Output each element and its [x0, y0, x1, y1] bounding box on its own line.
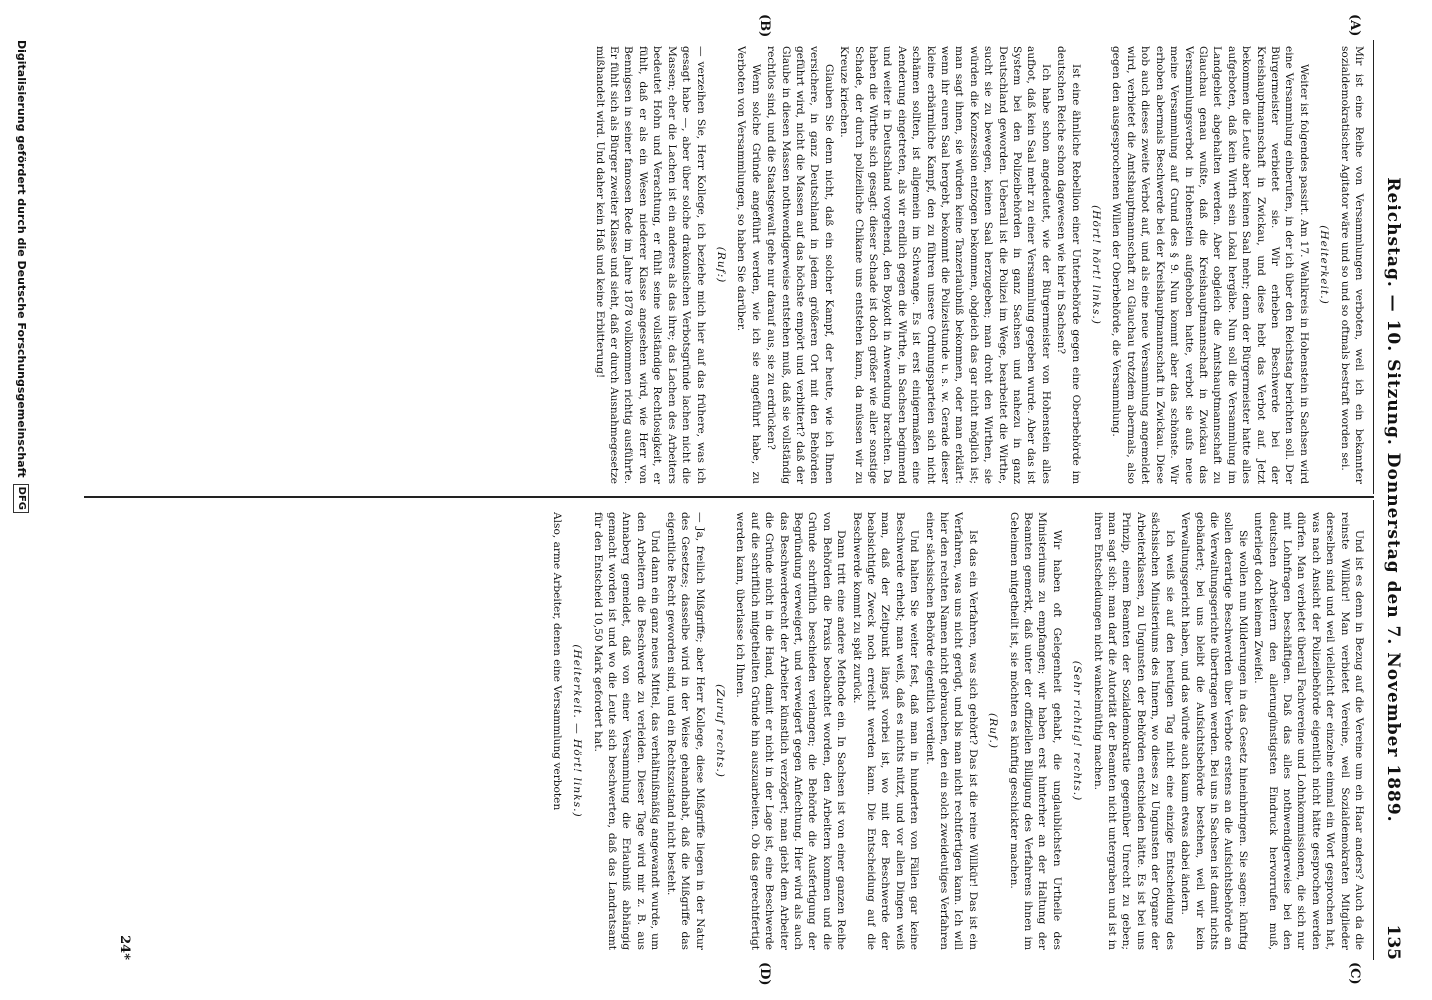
paragraph: Ist das ein Verfahren, was sich gehört? Das ist die reine Willkür! Das ist ein Verfahren, was uns nicht gerügt, und bis man nicht rechtfertigen kann. Ich will hier den rechten Namen nicht gebrauchen, den ein solch zweideutiges Verfahren einer sächsischen Behörde eigentlich verdient. [923, 512, 979, 950]
footer-text: Digitalisierung gefördert durch die Deutsche Forschungsgemeinschaft [15, 40, 28, 478]
paragraph: Also, arme Arbeiter, denen eine Versammlung verboten [550, 512, 563, 811]
page-number: 135 [1383, 924, 1403, 960]
paragraph: Mir ist eine Reihe von Versammlungen verboten, weil ich ein bekannter sozialdemokratischer Agitator wäre und so und so oftmals bestraft worden sei. [1338, 46, 1365, 484]
interjection: (Heiterkeit. — Hört! links.) [571, 644, 584, 818]
paragraph: Und dann ein ganz neues Mittel, das verhältnißmäßig angewandt wurde, um den Arbeitern die Beschwerde zu verleiden. Dieser Tage wird mir z. B. aus Annaberg gemeldet, daß von einer Versammlung die Erlaubniß abhängig gemacht worden ist und wo die Leute sich beschwerten, daß das Landratsamt für den Entscheid 10,50 Mark gefordert hat. [591, 512, 662, 950]
interjection: (Heiterkeit.) [1318, 225, 1331, 305]
margin-marker-b: (B) [757, 14, 772, 38]
paragraph: Und ist es denn in Bezug auf die Vereine um ein Haar anders? Auch da die reinste Willkür! Man verbietet Vereine, weil Sozialdemokraten Mitglieder derselben sind und weil vielleicht der einzelne einmal ein Wort gesprochen hat, was nach Ansicht der Polizeibehörde eigentlich nicht hätte gesprochen werden dürfen. Man verbietet überall Fachvereine und Lohnkommissionen, die sich nur mit Lohnfragen beschäftigen. Daß das alles nothwendigerweise bei den deutschen Arbeitern den allerungünstigsten Eindruck hervorrufen muß, unterliegt doch keinem Zweifel. [1252, 512, 1365, 950]
interjection: (Ruf:) [714, 246, 727, 284]
interjection: (Ruf.) [987, 713, 1000, 749]
left-column [141, 46, 1366, 484]
paragraph: — Ja, freilich Mißgriffe; aber Herr Kollege, diese Mißgriffe liegen in der Natur des Gesetzes; dasselbe wird in der Weise gehandhabt, daß die Mißgriffe das eigentliche Recht geworden sind, und ein Rechtszustand nicht besteht. [664, 512, 706, 950]
running-title: Reichstag. — 10. Sitzung. Donnerstag den 7. November 1889. [1383, 177, 1403, 823]
paragraph: Glauben Sie denn nicht, daß ein solcher Kampf, der heute, wie ich Ihnen versichere, in ganz Deutschland in jedem größeren Ort mit den Behörden geführt wird, nicht die Massen auf das höchste empört und verbittert? daß der Glaube in diesen Massen nothwendigerweise entstehen muß, daß sie vollständig rechtlos sind, und die Staatsgewalt gehe nur darauf aus, sie zu erdrücken? [765, 46, 835, 484]
paragraph: — verzeihen Sie, Herr Kollege, ich beziehe mich hier auf das frühere, was ich gesagt habe —, aber über solche drakonischen Verbotsgründe lachen nicht die Massen; eher die Lachen ist ein anderes als das ihre; das Lachen des Arbeiters bedeutet Hohn und Verachtung, er fühlt seine vollständige Rechtlosigkeit, er fühlt, daß er als ein Wesen niederer Klasse angesehen wird, wie Herr von Bennigsen in seiner famosen Rede im Jahre 1878 vollkommen richtig ausführte. Er fühlt sich als Bürger zweiter Klasse und sieht, daß er durch Ausnahmegesetze mißhandelt wird. Und daher kein Haß und keine Erbitterung! [593, 46, 707, 484]
paragraph: Wenn solche Gründe angeführt werden, wie ich sie angeführt habe, zu Verboten von Versammlungen, so haben Sie darüber. [735, 46, 762, 484]
header-rule-right [1373, 500, 1374, 960]
column-divider [84, 496, 1374, 498]
page-header [1376, 40, 1410, 960]
interjection: (Hört! hört! links.) [1090, 205, 1103, 325]
digitization-footer [10, 40, 32, 960]
dfg-logo-icon: DFG [13, 484, 29, 513]
paragraph: Ist eine ähnliche Rebellion einer Unterbehörde gegen eine Oberbehörde im deutschen Reiche schon dagewesen wie hier in Sachsen? [1055, 46, 1082, 484]
paragraph: Ich weiß sie auf den heutigen Tag nicht eine einzige Entscheidung des sächsischen Ministeriums des Innern, wo dieses zu Ungunsten der Organe der Arbeiterklassen, zu Ungunsten der Behörden entschieden hätte. Es ist bei uns Prinzip, einem Beamten der Sozialdemokratie gegenüber Unrecht zu geben; man sagt sich: man darf die Autorität der Beamten nicht untergraben und ist in ihren Entscheidungen nicht wankelmüthig machen. [1091, 512, 1176, 950]
paragraph: Sie wollen nun Milderungen in das Gesetz hineinbringen. Sie sagen: künftig sollen derartige Beschwerden über Verbote erstens an die Aufsichtsbehörde an die Verwaltungsgerichte übertragen werden. Bei uns in Sachsen ist damit nichts gebändert; bei uns bleibt die Aufsichtsbehörde bestehen, weil wir kein Verwaltungsgericht haben, und das würde auch kaum etwas dabei ändern. [1179, 512, 1249, 950]
margin-marker-a: (A) [1347, 14, 1362, 37]
right-column [151, 512, 1366, 950]
paragraph: Dann tritt eine andere Methode ein. In Sachsen ist von einer ganzen Reihe von Behörden die Praxis beobachtet worden, den Arbeitern kommen und die Gründe schriftlich beschieden verlangen; die Behörde die Ausfertigung der Begründung verweigert, und verweigert gegen Anfechtung. Hier wird als auch das Beschwerderecht der Arbeiter künstlich verzögert; man giebt dem Arbeiter die Gründe nicht in die Hand, damit er nicht in der Lage ist, eine Beschwerde auf die schriftlich mitgetheilten Gründe hin auszuarbeiten. Ob das gerechtfertigt werden kann, überlasse ich Ihnen. [734, 512, 848, 950]
paragraph: Wir haben oft Gelegenheit gehabt, die unglaublichsten Urtheile des Ministeriums zu empfangen; wir haben erst hinterher an der Haltung der Beamten gemerkt, daß unter der offiziellen Billigung des Verfahrens ihnen im Geheimen mitgetheilt ist, sie möchten es künftig geschickter machen. [1007, 512, 1063, 950]
paragraph: Weiter ist folgendes passirt. Am 17. Wahlkreis in Hohenstein in Sachsen wird eine Versammlung einberufen, in der ich über den Reichstag berichten soll. Der Bürgermeister verbietet sie. Wir erheben Beschwerde bei der Kreishauptmannschaft in Zwickau, und diese hebt das Verbot auf. Jetzt bekommen die Leute aber keinen Saal mehr; denn der Bürgermeister hatte alles aufgeboten, daß kein Wirth sein Lokal hergäbe. Nun soll die Versammlung im Landgebiet abgehalten werden. Aber obgleich die Amtshauptmannschaft zu Glauchau genau wußte, daß die Kreishauptmannschaft in Zwickau das Versammlungsverbot in Hohenstein aufgehoben hatte, verbot sie aufs neue meine Versammlung auf Grund des § 9. Nun kommt aber das schönste. Wir erhoben abermals Beschwerde bei der Kreishauptmannschaft in Zwickau. Diese hob auch dieses zweite Verbot auf, und als eine neue Versammlung angemeldet wird, verbietet die Amtshauptmannschaft zu Glauchau trotzdem abermals, also gegen den ausgesprochenen Willen der Oberbehörde, die Versammlung. [1110, 46, 1310, 484]
margin-marker-c: (C) [1347, 962, 1362, 985]
header-rule-left [1373, 40, 1374, 494]
interjection: (Zuruf rechts.) [713, 684, 726, 778]
margin-marker-d: (D) [757, 962, 772, 986]
paragraph: Ich habe schon angedeutet, wie der Bürgermeister von Hohenstein alles aufbot, daß kein Saal mehr zu einer Versammlung gegeben wurde. Aber das ist System bei den Polizeibehörden in ganz Sachsen und nahezu in ganz Deutschland geworden. Ueberall ist die Polizei im Wege, bearbeitet die Wirthe, sucht sie zu bewegen, keinen Saal herzugeben; man droht den Wirthen, sie würden die Konzession entzogen bekommen, obgleich das gar nicht möglich ist; man sagt ihnen, sie würden keine Tanzerlaubniß bekommen, oder man erklärt: wenn ihr euren Saal hergebt, bekommt die Polizeistunde u. s. w. Gerade dieser kleine erbärmliche Kampf, den zu führen unsere Ordnungsparteien sich nicht schämen sollten, ist allgemein im Schwange. Es ist erst einigermaßen eine Aenderung eingetreten, als wir endlich gegen die Wirthe, in Sachsen beginnend und weiter in Deutschland vorgehend, den Boykott in Anwendung brachten. Da haben die Wirthe sich gesagt: dieser Schade ist doch größer wie aller sonstige Schade, der durch polizeiliche Chikane uns entstehen kann, da müssen wir zu Kreuze kriechen. [838, 46, 1052, 484]
interjection: (Sehr richtig! rechts.) [1071, 660, 1084, 802]
signature-mark: 24* [117, 935, 132, 960]
paragraph: Und halten Sie weiter fest, daß man in hunderten von Fällen gar keine Beschwerde erhebt; man weiß, daß es nichts nützt, und vor allen Dingen weiß man, daß der Zeitpunkt längst vorbei ist, wo mit der Beschwerde der beabsichtigte Zweck noch erreicht werden kann. Die Entscheidung auf die Beschwerde kommt zu spät zurück. [850, 512, 921, 950]
